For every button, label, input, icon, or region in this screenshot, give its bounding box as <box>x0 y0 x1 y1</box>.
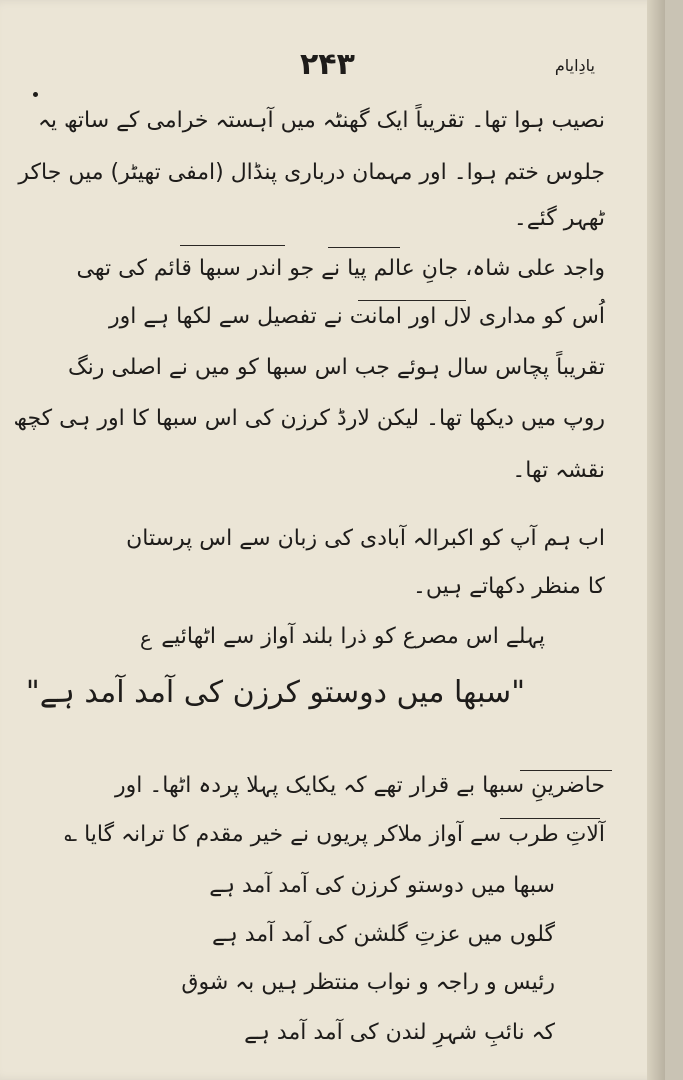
text-line: روپ میں دیکھا تھا۔ لیکن لارڈ کرزن کی اس سبھا کا اور ہی کچھ <box>13 406 605 431</box>
text-line: اب ہم آپ کو اکبرالہ آبادی کی زبان سے اس پرستان <box>126 526 605 551</box>
poem-line: کہ نائبِ شہرِ لندن کی آمد آمد ہے <box>244 1020 555 1045</box>
misra-sign: ع <box>140 626 152 650</box>
text-line: جلوس ختم ہوا۔ اور مہمان درباری پنڈال (امفی تھیٹر) میں جاکر <box>18 160 605 185</box>
text-line: آلاتِ طرب سے آواز ملاکر پریوں نے خیر مقدم کا ترانہ گایا ؎ <box>64 822 605 847</box>
text-line: نصیب ہوا تھا۔ تقریباً ایک گھنٹہ میں آہستہ خرامی کے ساتھ یہ <box>38 108 605 133</box>
overline-mark <box>328 247 400 248</box>
text-line: تقریباً پچاس سال ہوئے جب اس سبھا کو میں نے اصلی رنگ <box>67 355 605 380</box>
text-line: کا منظر دکھاتے ہیں۔ <box>412 574 605 599</box>
margin-dot <box>33 92 38 97</box>
text-line: واجد علی شاہ، جانِ عالم پیا نے جو اندر سبھا قائم کی تھی <box>76 256 605 281</box>
page-edge <box>647 0 665 1080</box>
text-line: ٹھہر گئے۔ <box>513 206 605 231</box>
overline-mark <box>358 300 466 301</box>
text-line: اُس کو مداری لال اور امانت نے تفصیل سے لکھا ہے اور <box>108 304 605 329</box>
text-line: نقشہ تھا۔ <box>512 458 605 483</box>
page-number: ۲۴۳ <box>300 47 355 82</box>
running-title: یادِایام <box>554 56 595 75</box>
poem-line: رئیس و راجہ و نواب منتظر ہیں بہ شوق <box>181 970 555 995</box>
overline-mark <box>500 818 600 819</box>
overline-mark <box>520 770 612 771</box>
overline-mark <box>180 245 285 246</box>
poem-line: سبھا میں دوستو کرزن کی آمد آمد ہے <box>209 873 555 898</box>
poem-line: گلوں میں عزتِ گلشن کی آمد آمد ہے <box>212 922 555 947</box>
quoted-verse: "سبھا میں دوستو کرزن کی آمد آمد ہے" <box>25 675 525 710</box>
text-line: پہلے اس مصرع کو ذرا بلند آواز سے اٹھائیے <box>161 624 545 649</box>
text-line: حاضرینِ سبھا بے قرار تھے کہ یکایک پہلا پردہ اٹھا۔ اور <box>115 773 605 798</box>
